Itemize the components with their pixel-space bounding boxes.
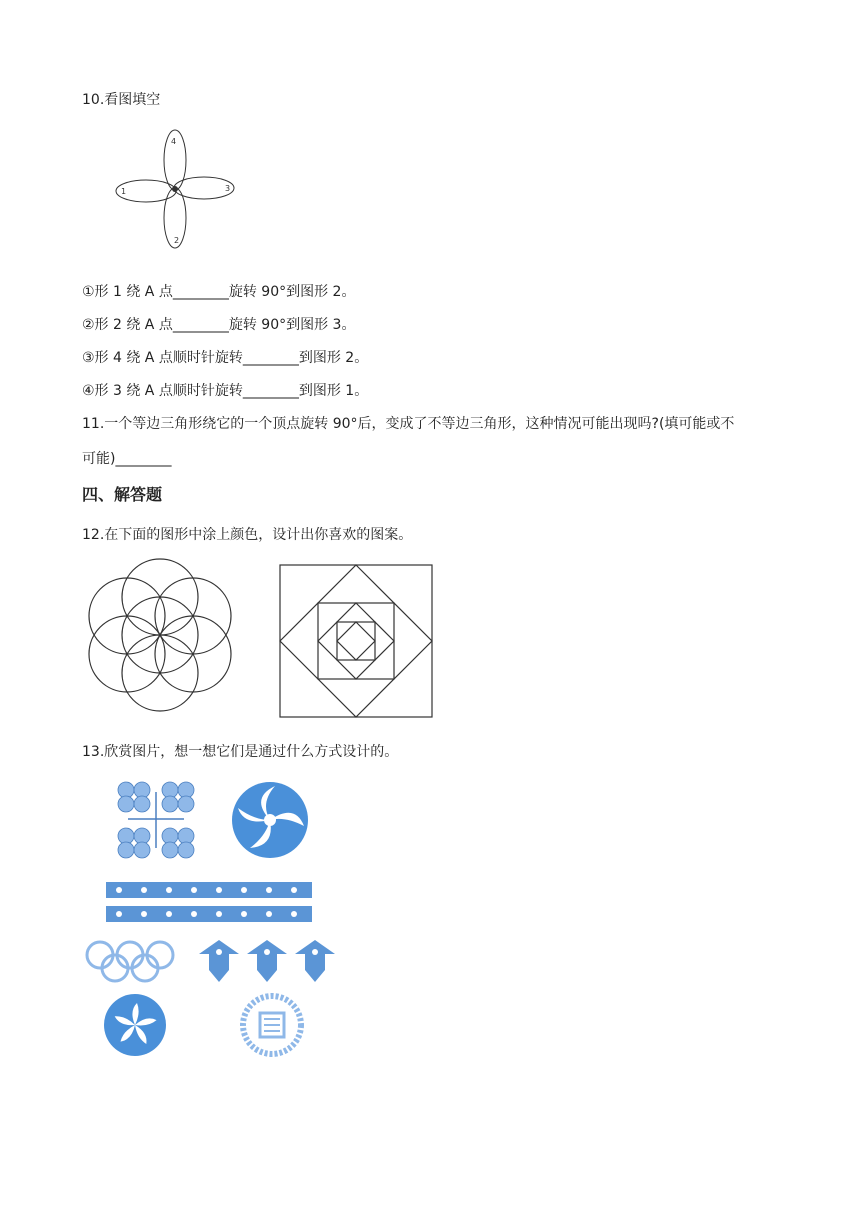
figure-label-4: 4 [171, 137, 177, 146]
figure-label-1: 1 [121, 187, 127, 196]
q13-title: 13.欣赏图片，想一想它们是通过什么方式设计的。 [82, 744, 399, 760]
flower-of-life-figure [85, 552, 235, 722]
q11-line-2: 可能)________ [82, 451, 172, 467]
q11-line-1: 11.一个等边三角形绕它的一个顶点旋转 90°后，变成了不等边三角形，这种情况可能出现吗?(填可能或不 [82, 416, 735, 432]
translation-border-strips [104, 880, 314, 926]
swallow-kites-pattern [195, 936, 341, 986]
figure-label-3: 3 [225, 184, 231, 193]
clover-rotation-pattern [106, 772, 206, 868]
q10-item-2: ②形 2 绕 A 点________旋转 90°到图形 3。 [82, 317, 356, 333]
bauhinia-emblem-pattern [102, 992, 168, 1058]
section-title: 四、解答题 [82, 485, 163, 504]
q10-item-1: ①形 1 绕 A 点________旋转 90°到图形 2。 [82, 284, 356, 300]
q10-item-3: ③形 4 绕 A 点顺时针旋转________到图形 2。 [82, 350, 369, 366]
nested-squares-figure [279, 564, 434, 719]
q12-title: 12.在下面的图形中涂上颜色，设计出你喜欢的图案。 [82, 527, 413, 543]
swirl-rotation-pattern [230, 778, 310, 862]
round-ornament-pattern [240, 994, 304, 1056]
q10-title: 10.看图填空 [82, 92, 161, 108]
figure-label-2: 2 [174, 236, 180, 245]
petal-rotation-figure [110, 128, 245, 250]
q10-item-4: ④形 3 绕 A 点顺时针旋转________到图形 1。 [82, 383, 369, 399]
olympic-rings-pattern [84, 938, 176, 984]
